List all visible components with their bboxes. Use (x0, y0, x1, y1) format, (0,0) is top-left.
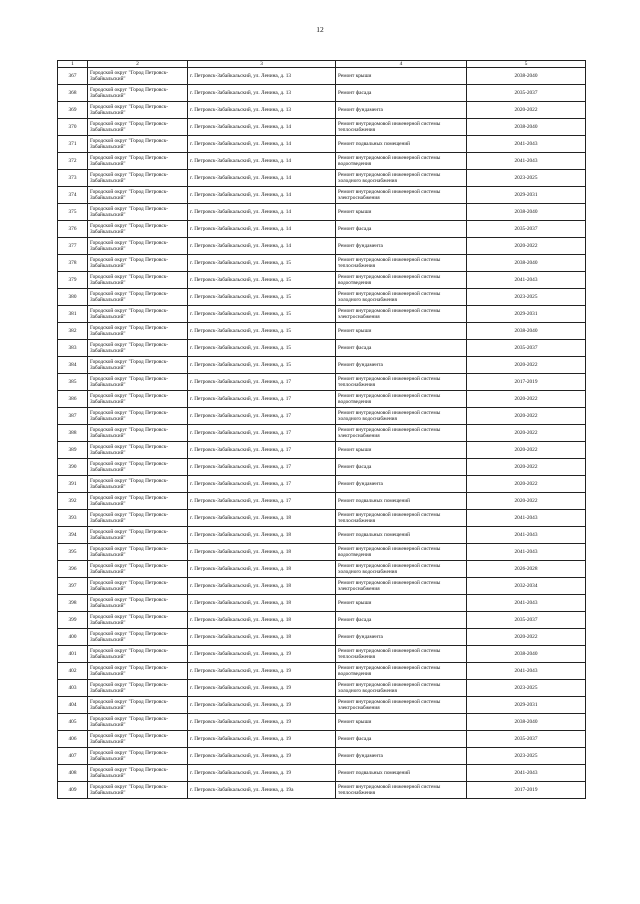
address-cell: г. Петровск-Забайкальский, ул. Ленина, д. 14 (188, 204, 336, 221)
period-cell: 2041-2043 (467, 510, 586, 527)
period-cell: 2020-2022 (467, 442, 586, 459)
municipality-cell: Городской округ "Город Петровск-Забайкальский" (88, 153, 188, 170)
address-cell: г. Петровск-Забайкальский, ул. Ленина, д. 15 (188, 357, 336, 374)
row-number-cell: 375 (58, 204, 88, 221)
period-cell: 2023-2025 (467, 170, 586, 187)
municipality-cell: Городской округ "Город Петровск-Забайкальский" (88, 612, 188, 629)
municipality-cell: Городской округ "Город Петровск-Забайкальский" (88, 119, 188, 136)
address-cell: г. Петровск-Забайкальский, ул. Ленина, д. 19 (188, 680, 336, 697)
table-row (58, 748, 586, 765)
work-type-cell: Ремонт фасада (336, 221, 467, 238)
period-cell: 2038-2040 (467, 119, 586, 136)
table-row (58, 136, 586, 153)
period-cell: 2029-2031 (467, 187, 586, 204)
page-number: 12 (316, 25, 324, 34)
period-cell: 2029-2031 (467, 697, 586, 714)
work-type-cell: Ремонт фундамента (336, 476, 467, 493)
row-number-cell: 377 (58, 238, 88, 255)
municipality-cell: Городской округ "Город Петровск-Забайкальский" (88, 136, 188, 153)
column-number-2: 2 (88, 61, 188, 68)
municipality-cell: Городской округ "Город Петровск-Забайкальский" (88, 374, 188, 391)
row-number-cell: 401 (58, 646, 88, 663)
table-row (58, 459, 586, 476)
municipality-cell: Городской округ "Город Петровск-Забайкальский" (88, 748, 188, 765)
row-number-cell: 381 (58, 306, 88, 323)
municipality-cell: Городской округ "Город Петровск-Забайкальский" (88, 578, 188, 595)
period-cell: 2020-2022 (467, 102, 586, 119)
period-cell: 2032-2034 (467, 578, 586, 595)
address-cell: г. Петровск-Забайкальский, ул. Ленина, д. 17 (188, 408, 336, 425)
row-number-cell: 376 (58, 221, 88, 238)
period-cell: 2041-2043 (467, 595, 586, 612)
row-number-cell: 408 (58, 765, 88, 782)
work-type-cell: Ремонт внутридомовой инженерной системы холодного водоснабжения (336, 680, 467, 697)
address-cell: г. Петровск-Забайкальский, ул. Ленина, д. 14 (188, 187, 336, 204)
address-cell: г. Петровск-Забайкальский, ул. Ленина, д. 15 (188, 340, 336, 357)
municipality-cell: Городской округ "Город Петровск-Забайкальский" (88, 408, 188, 425)
table-row (58, 68, 586, 85)
table-row (58, 289, 586, 306)
municipality-cell: Городской округ "Город Петровск-Забайкальский" (88, 272, 188, 289)
work-type-cell: Ремонт внутридомовой инженерной системы электроснабжения (336, 187, 467, 204)
address-cell: г. Петровск-Забайкальский, ул. Ленина, д. 13 (188, 68, 336, 85)
period-cell: 2020-2022 (467, 493, 586, 510)
address-cell: г. Петровск-Забайкальский, ул. Ленина, д. 17 (188, 459, 336, 476)
work-type-cell: Ремонт фундамента (336, 357, 467, 374)
address-cell: г. Петровск-Забайкальский, ул. Ленина, д. 18 (188, 629, 336, 646)
row-number-cell: 400 (58, 629, 88, 646)
row-number-cell: 389 (58, 442, 88, 459)
municipality-cell: Городской округ "Город Петровск-Забайкальский" (88, 765, 188, 782)
period-cell: 2041-2043 (467, 765, 586, 782)
row-number-cell: 393 (58, 510, 88, 527)
work-type-cell: Ремонт внутридомовой инженерной системы водоотведения (336, 391, 467, 408)
address-cell: г. Петровск-Забайкальский, ул. Ленина, д. 15 (188, 255, 336, 272)
period-cell: 2029-2031 (467, 306, 586, 323)
work-type-cell: Ремонт внутридомовой инженерной системы теплоснабжения (336, 119, 467, 136)
work-type-cell: Ремонт фасада (336, 85, 467, 102)
table-row (58, 238, 586, 255)
table-row (58, 102, 586, 119)
row-number-cell: 392 (58, 493, 88, 510)
municipality-cell: Городской округ "Город Петровск-Забайкальский" (88, 323, 188, 340)
address-cell: г. Петровск-Забайкальский, ул. Ленина, д. 14 (188, 119, 336, 136)
row-number-cell: 371 (58, 136, 88, 153)
table-row (58, 731, 586, 748)
address-cell: г. Петровск-Забайкальский, ул. Ленина, д. 18 (188, 544, 336, 561)
address-cell: г. Петровск-Забайкальский, ул. Ленина, д. 18 (188, 527, 336, 544)
municipality-cell: Городской округ "Город Петровск-Забайкальский" (88, 102, 188, 119)
period-cell: 2020-2022 (467, 459, 586, 476)
period-cell: 2038-2040 (467, 323, 586, 340)
address-cell: г. Петровск-Забайкальский, ул. Ленина, д. 19 (188, 765, 336, 782)
row-number-cell: 385 (58, 374, 88, 391)
municipality-cell: Городской округ "Город Петровск-Забайкальский" (88, 782, 188, 799)
work-type-cell: Ремонт внутридомовой инженерной системы теплоснабжения (336, 255, 467, 272)
row-number-cell: 378 (58, 255, 88, 272)
period-cell: 2041-2043 (467, 527, 586, 544)
table-row (58, 714, 586, 731)
row-number-cell: 409 (58, 782, 88, 799)
municipality-cell: Городской округ "Город Петровск-Забайкальский" (88, 255, 188, 272)
municipality-cell: Городской округ "Город Петровск-Забайкальский" (88, 68, 188, 85)
table-row (58, 153, 586, 170)
work-type-cell: Ремонт внутридомовой инженерной системы теплоснабжения (336, 782, 467, 799)
period-cell: 2023-2025 (467, 680, 586, 697)
row-number-cell: 368 (58, 85, 88, 102)
period-cell: 2017-2019 (467, 374, 586, 391)
table-row (58, 595, 586, 612)
row-number-cell: 384 (58, 357, 88, 374)
work-type-cell: Ремонт фундамента (336, 238, 467, 255)
address-cell: г. Петровск-Забайкальский, ул. Ленина, д. 15 (188, 289, 336, 306)
row-number-cell: 405 (58, 714, 88, 731)
municipality-cell: Городской округ "Город Петровск-Забайкальский" (88, 595, 188, 612)
row-number-cell: 404 (58, 697, 88, 714)
period-cell: 2038-2040 (467, 646, 586, 663)
municipality-cell: Городской округ "Город Петровск-Забайкальский" (88, 357, 188, 374)
municipality-cell: Городской округ "Город Петровск-Забайкальский" (88, 425, 188, 442)
period-cell: 2017-2019 (467, 782, 586, 799)
period-cell: 2020-2022 (467, 425, 586, 442)
row-number-cell: 407 (58, 748, 88, 765)
address-cell: г. Петровск-Забайкальский, ул. Ленина, д. 19 (188, 663, 336, 680)
row-number-cell: 373 (58, 170, 88, 187)
work-type-cell: Ремонт внутридомовой инженерной системы водоотведения (336, 544, 467, 561)
period-cell: 2038-2040 (467, 68, 586, 85)
municipality-cell: Городской округ "Город Петровск-Забайкальский" (88, 527, 188, 544)
row-number-cell: 387 (58, 408, 88, 425)
address-cell: г. Петровск-Забайкальский, ул. Ленина, д. 19 (188, 714, 336, 731)
work-type-cell: Ремонт крыши (336, 68, 467, 85)
row-number-cell: 395 (58, 544, 88, 561)
municipality-cell: Городской округ "Город Петровск-Забайкальский" (88, 510, 188, 527)
municipality-cell: Городской округ "Город Петровск-Забайкальский" (88, 221, 188, 238)
work-type-cell: Ремонт внутридомовой инженерной системы электроснабжения (336, 697, 467, 714)
table-row (58, 374, 586, 391)
table-row (58, 629, 586, 646)
table-row (58, 765, 586, 782)
municipality-cell: Городской округ "Город Петровск-Забайкальский" (88, 459, 188, 476)
period-cell: 2035-2037 (467, 612, 586, 629)
period-cell: 2035-2037 (467, 85, 586, 102)
address-cell: г. Петровск-Забайкальский, ул. Ленина, д. 18 (188, 510, 336, 527)
municipality-cell: Городской округ "Город Петровск-Забайкальский" (88, 493, 188, 510)
row-number-cell: 399 (58, 612, 88, 629)
address-cell: г. Петровск-Забайкальский, ул. Ленина, д. 14 (188, 136, 336, 153)
address-cell: г. Петровск-Забайкальский, ул. Ленина, д. 13 (188, 85, 336, 102)
work-type-cell: Ремонт фасада (336, 340, 467, 357)
table-row (58, 680, 586, 697)
work-type-cell: Ремонт крыши (336, 714, 467, 731)
period-cell: 2020-2022 (467, 408, 586, 425)
municipality-cell: Городской округ "Город Петровск-Забайкальский" (88, 170, 188, 187)
column-number-5: 5 (467, 61, 586, 68)
table-row (58, 357, 586, 374)
table-row (58, 663, 586, 680)
work-type-cell: Ремонт крыши (336, 323, 467, 340)
row-number-cell: 394 (58, 527, 88, 544)
work-type-cell: Ремонт фасада (336, 459, 467, 476)
address-cell: г. Петровск-Забайкальский, ул. Ленина, д. 19а (188, 782, 336, 799)
address-cell: г. Петровск-Забайкальский, ул. Ленина, д. 18 (188, 612, 336, 629)
period-cell: 2020-2022 (467, 238, 586, 255)
address-cell: г. Петровск-Забайкальский, ул. Ленина, д. 18 (188, 578, 336, 595)
period-cell: 2020-2022 (467, 391, 586, 408)
address-cell: г. Петровск-Забайкальский, ул. Ленина, д. 19 (188, 646, 336, 663)
table-row (58, 527, 586, 544)
work-type-cell: Ремонт внутридомовой инженерной системы холодного водоснабжения (336, 561, 467, 578)
table-row (58, 170, 586, 187)
municipality-cell: Городской округ "Город Петровск-Забайкальский" (88, 85, 188, 102)
municipality-cell: Городской округ "Город Петровск-Забайкальский" (88, 714, 188, 731)
row-number-cell: 379 (58, 272, 88, 289)
work-type-cell: Ремонт внутридомовой инженерной системы водоотведения (336, 153, 467, 170)
row-number-cell: 406 (58, 731, 88, 748)
table-row (58, 119, 586, 136)
row-number-cell: 367 (58, 68, 88, 85)
address-cell: г. Петровск-Забайкальский, ул. Ленина, д. 19 (188, 697, 336, 714)
row-number-cell: 372 (58, 153, 88, 170)
municipality-cell: Городской округ "Город Петровск-Забайкальский" (88, 561, 188, 578)
period-cell: 2020-2022 (467, 476, 586, 493)
address-cell: г. Петровск-Забайкальский, ул. Ленина, д. 17 (188, 391, 336, 408)
work-type-cell: Ремонт внутридомовой инженерной системы холодного водоснабжения (336, 289, 467, 306)
work-type-cell: Ремонт внутридомовой инженерной системы холодного водоснабжения (336, 408, 467, 425)
municipality-cell: Городской округ "Город Петровск-Забайкальский" (88, 663, 188, 680)
municipality-cell: Городской округ "Город Петровск-Забайкальский" (88, 646, 188, 663)
work-type-cell: Ремонт фасада (336, 612, 467, 629)
period-cell: 2041-2043 (467, 544, 586, 561)
municipality-cell: Городской округ "Город Петровск-Забайкальский" (88, 289, 188, 306)
period-cell: 2038-2040 (467, 714, 586, 731)
work-type-cell: Ремонт подвальных помещений (336, 136, 467, 153)
municipality-cell: Городской округ "Город Петровск-Забайкальский" (88, 391, 188, 408)
address-cell: г. Петровск-Забайкальский, ул. Ленина, д. 14 (188, 221, 336, 238)
column-number-1: 1 (58, 61, 88, 68)
work-type-cell: Ремонт внутридомовой инженерной системы водоотведения (336, 272, 467, 289)
period-cell: 2038-2040 (467, 204, 586, 221)
address-cell: г. Петровск-Забайкальский, ул. Ленина, д. 17 (188, 476, 336, 493)
table-row (58, 782, 586, 799)
work-type-cell: Ремонт внутридомовой инженерной системы водоотведения (336, 663, 467, 680)
table-row (58, 306, 586, 323)
table-row (58, 391, 586, 408)
table-row (58, 323, 586, 340)
address-cell: г. Петровск-Забайкальский, ул. Ленина, д. 17 (188, 493, 336, 510)
work-type-cell: Ремонт подвальных помещений (336, 765, 467, 782)
period-cell: 2041-2043 (467, 136, 586, 153)
address-cell: г. Петровск-Забайкальский, ул. Ленина, д. 14 (188, 153, 336, 170)
address-cell: г. Петровск-Забайкальский, ул. Ленина, д. 18 (188, 595, 336, 612)
table-row (58, 255, 586, 272)
table-row (58, 272, 586, 289)
period-cell: 2020-2022 (467, 357, 586, 374)
address-cell: г. Петровск-Забайкальский, ул. Ленина, д. 17 (188, 425, 336, 442)
column-number-row (58, 61, 586, 68)
table-row (58, 85, 586, 102)
period-cell: 2020-2022 (467, 629, 586, 646)
work-type-cell: Ремонт фундамента (336, 629, 467, 646)
address-cell: г. Петровск-Забайкальский, ул. Ленина, д. 14 (188, 238, 336, 255)
address-cell: г. Петровск-Забайкальский, ул. Ленина, д. 18 (188, 561, 336, 578)
table-row (58, 476, 586, 493)
period-cell: 2035-2037 (467, 221, 586, 238)
period-cell: 2023-2025 (467, 289, 586, 306)
work-type-cell: Ремонт внутридомовой инженерной системы электроснабжения (336, 425, 467, 442)
work-type-cell: Ремонт фундамента (336, 102, 467, 119)
row-number-cell: 370 (58, 119, 88, 136)
work-type-cell: Ремонт крыши (336, 204, 467, 221)
table-row (58, 544, 586, 561)
row-number-cell: 380 (58, 289, 88, 306)
work-type-cell: Ремонт подвальных помещений (336, 527, 467, 544)
address-cell: г. Петровск-Забайкальский, ул. Ленина, д. 14 (188, 170, 336, 187)
address-cell: г. Петровск-Забайкальский, ул. Ленина, д. 13 (188, 102, 336, 119)
table-row (58, 578, 586, 595)
row-number-cell: 388 (58, 425, 88, 442)
address-cell: г. Петровск-Забайкальский, ул. Ленина, д. 15 (188, 323, 336, 340)
table-row (58, 442, 586, 459)
row-number-cell: 369 (58, 102, 88, 119)
row-number-cell: 383 (58, 340, 88, 357)
row-number-cell: 382 (58, 323, 88, 340)
row-number-cell: 397 (58, 578, 88, 595)
address-cell: г. Петровск-Забайкальский, ул. Ленина, д. 19 (188, 731, 336, 748)
table-row (58, 408, 586, 425)
row-number-cell: 398 (58, 595, 88, 612)
table-row (58, 612, 586, 629)
work-type-cell: Ремонт крыши (336, 595, 467, 612)
period-cell: 2041-2043 (467, 153, 586, 170)
municipality-cell: Городской округ "Город Петровск-Забайкальский" (88, 629, 188, 646)
municipality-cell: Городской округ "Город Петровск-Забайкальский" (88, 697, 188, 714)
period-cell: 2041-2043 (467, 663, 586, 680)
municipality-cell: Городской округ "Город Петровск-Забайкальский" (88, 680, 188, 697)
work-type-cell: Ремонт внутридомовой инженерной системы теплоснабжения (336, 510, 467, 527)
municipality-cell: Городской округ "Город Петровск-Забайкальский" (88, 340, 188, 357)
row-number-cell: 374 (58, 187, 88, 204)
period-cell: 2026-2028 (467, 561, 586, 578)
work-type-cell: Ремонт внутридомовой инженерной системы теплоснабжения (336, 374, 467, 391)
row-number-cell: 402 (58, 663, 88, 680)
address-cell: г. Петровск-Забайкальский, ул. Ленина, д. 17 (188, 442, 336, 459)
work-type-cell: Ремонт фундамента (336, 748, 467, 765)
column-number-4: 4 (336, 61, 467, 68)
municipality-cell: Городской округ "Город Петровск-Забайкальский" (88, 544, 188, 561)
table-row (58, 187, 586, 204)
work-type-cell: Ремонт крыши (336, 442, 467, 459)
address-cell: г. Петровск-Забайкальский, ул. Ленина, д. 19 (188, 748, 336, 765)
period-cell: 2035-2037 (467, 340, 586, 357)
row-number-cell: 396 (58, 561, 88, 578)
row-number-cell: 391 (58, 476, 88, 493)
table-row (58, 340, 586, 357)
municipality-cell: Городской округ "Город Петровск-Забайкальский" (88, 306, 188, 323)
period-cell: 2035-2037 (467, 731, 586, 748)
row-number-cell: 386 (58, 391, 88, 408)
table-row (58, 646, 586, 663)
table-row (58, 425, 586, 442)
address-cell: г. Петровск-Забайкальский, ул. Ленина, д. 17 (188, 374, 336, 391)
table-row (58, 561, 586, 578)
address-cell: г. Петровск-Забайкальский, ул. Ленина, д. 15 (188, 306, 336, 323)
table-row (58, 221, 586, 238)
work-type-cell: Ремонт внутридомовой инженерной системы электроснабжения (336, 306, 467, 323)
row-number-cell: 403 (58, 680, 88, 697)
municipality-cell: Городской округ "Город Петровск-Забайкальский" (88, 442, 188, 459)
period-cell: 2041-2043 (467, 272, 586, 289)
municipality-cell: Городской округ "Город Петровск-Забайкальский" (88, 731, 188, 748)
table-row (58, 204, 586, 221)
work-type-cell: Ремонт внутридомовой инженерной системы электроснабжения (336, 578, 467, 595)
row-number-cell: 390 (58, 459, 88, 476)
work-type-cell: Ремонт внутридомовой инженерной системы холодного водоснабжения (336, 170, 467, 187)
register-table-body (58, 61, 586, 799)
period-cell: 2023-2025 (467, 748, 586, 765)
work-type-cell: Ремонт подвальных помещений (336, 493, 467, 510)
municipality-cell: Городской округ "Город Петровск-Забайкальский" (88, 238, 188, 255)
work-type-cell: Ремонт внутридомовой инженерной системы теплоснабжения (336, 646, 467, 663)
municipality-cell: Городской округ "Город Петровск-Забайкальский" (88, 187, 188, 204)
table-row (58, 510, 586, 527)
table-row (58, 697, 586, 714)
period-cell: 2038-2040 (467, 255, 586, 272)
municipality-cell: Городской округ "Город Петровск-Забайкальский" (88, 476, 188, 493)
work-type-cell: Ремонт фасада (336, 731, 467, 748)
register-table (57, 60, 586, 799)
table-row (58, 493, 586, 510)
address-cell: г. Петровск-Забайкальский, ул. Ленина, д. 15 (188, 272, 336, 289)
column-number-3: 3 (188, 61, 336, 68)
municipality-cell: Городской округ "Город Петровск-Забайкальский" (88, 204, 188, 221)
